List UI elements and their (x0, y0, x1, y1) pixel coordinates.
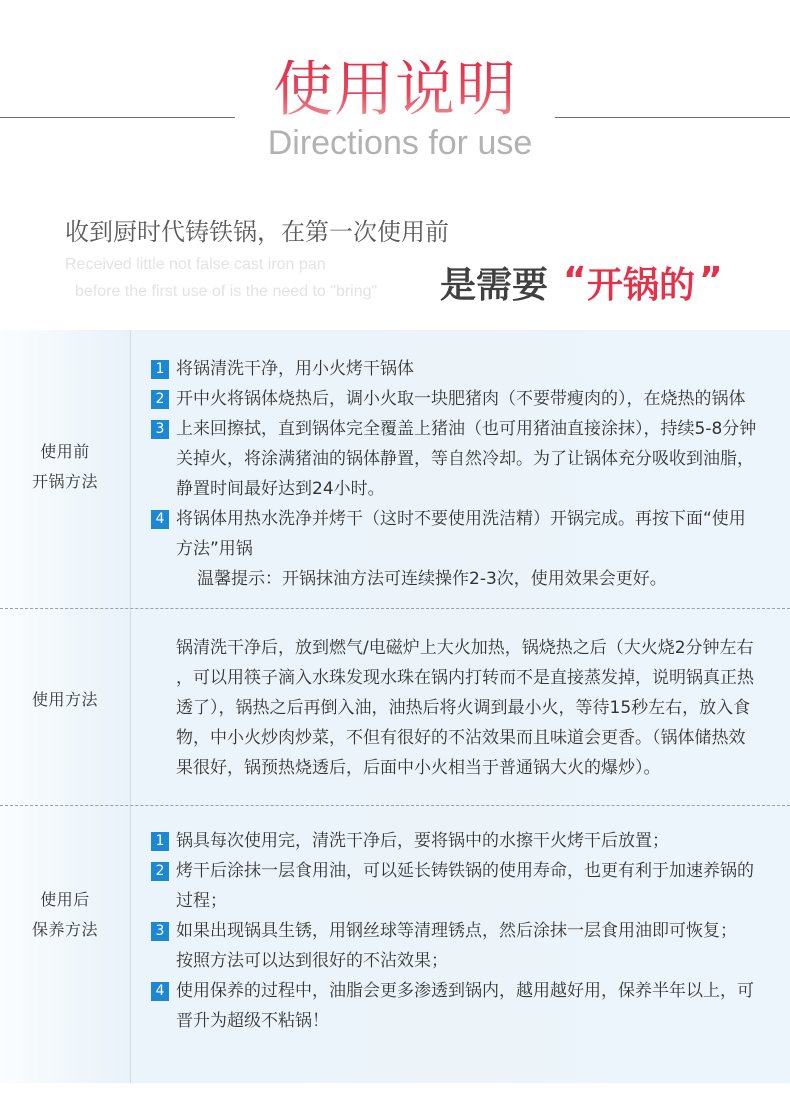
section-body (151, 633, 787, 783)
page-title: 使用说明 (0, 60, 790, 122)
section-body (151, 826, 787, 1036)
emphasis-highlight: 开锅的 (587, 265, 696, 306)
intro-english-line-2: before the first use of is the need to "bring" (75, 283, 378, 300)
step-continuation: 关掉火，将涂满猪油的锅体静置，等自然冷却。为了让锅体充分吸收到油脂， (176, 449, 754, 469)
step-row (151, 976, 787, 1006)
step-number-badge: 1 (151, 832, 169, 851)
page-subtitle: Directions for use (267, 124, 533, 162)
section-label (0, 885, 130, 945)
step-row (151, 354, 787, 384)
step-text: 将锅清洗干净，用小火烤干锅体 (176, 359, 414, 379)
step-number-badge: 1 (151, 360, 169, 379)
step-continuation: 按照方法可以达到很好的不沾效果； (176, 951, 448, 971)
instructions-table (0, 330, 790, 1083)
step-row (151, 414, 787, 444)
step-text: 将锅体用热水洗净并烤干（这时不要使用洗洁精）开锅完成。再按下面“使用 (176, 509, 746, 529)
section-usage (0, 608, 790, 805)
paragraph-line: 透了），锅热之后再倒入油，油热后将火调到最小火，等待15秒左右，放入食 (176, 698, 751, 718)
step-row (151, 826, 787, 856)
step-text: 使用保养的过程中，油脂会更多渗透到锅内，越用越好用，保养半年以上，可 (176, 981, 754, 1001)
section-label-line: 使用方法 (31, 690, 98, 709)
section-label (0, 437, 130, 497)
step-text: 上来回擦拭，直到锅体完全覆盖上猪油（也可用猪油直接涂抹），持续5-8分钟 (176, 419, 757, 439)
step-text: 锅具每次使用完，清洗干净后，要将锅中的水擦干火烤干后放置； (176, 831, 669, 851)
emphasis-close-quote: ” (699, 260, 723, 301)
section-label-line: 使用后 (40, 890, 90, 909)
step-text: 如果出现锅具生锈，用钢丝球等清理锈点，然后涂抹一层食用油即可恢复； (176, 921, 737, 941)
section-label-line: 开锅方法 (31, 472, 98, 491)
step-number-badge: 4 (151, 510, 169, 529)
section-label-line: 保养方法 (31, 920, 98, 939)
step-row (151, 856, 787, 886)
step-continuation: 方法”用锅 (176, 539, 253, 559)
tip-text: 温馨提示：开锅抹油方法可连续操作2-3次，使用效果会更好。 (197, 569, 667, 589)
section-before-use (0, 330, 790, 608)
step-row (151, 916, 787, 946)
step-number-badge: 3 (151, 420, 169, 439)
emphasis-prefix: 是需要 (440, 265, 549, 306)
intro-english-line-1: Received little not false cast iron pan (65, 256, 326, 273)
step-continuation: 过程； (176, 891, 227, 911)
paragraph-line: 物，中小火炒肉炒菜，不但有很好的不沾效果而且味道会更香。（锅体储热效 (176, 728, 746, 748)
intro-text: 收到厨时代铸铁锅，在第一次使用前 (65, 218, 449, 246)
paragraph-line: 锅清洗干净后，放到燃气/电磁炉上大火加热，锅烧热之后（大火烧2分钟左右 (176, 638, 754, 658)
step-number-badge: 3 (151, 922, 169, 941)
step-number-badge: 2 (151, 862, 169, 881)
paragraph-line: ，可以用筷子滴入水珠发现水珠在锅内打转而不是直接蒸发掉，说明锅真正热 (176, 668, 754, 688)
emphasis-open-quote: “ (563, 260, 587, 301)
section-label (0, 685, 130, 715)
section-after-use-care (0, 805, 790, 1083)
step-row (151, 384, 787, 414)
section-label-line: 使用前 (40, 442, 90, 461)
step-number-badge: 4 (151, 982, 169, 1001)
step-row (151, 504, 787, 534)
step-continuation: 晋升为超级不粘锅！ (176, 1011, 329, 1031)
step-continuation: 静置时间最好达到24小时。 (176, 479, 385, 499)
step-number-badge: 2 (151, 390, 169, 409)
step-text: 烤干后涂抹一层食用油，可以延长铸铁锅的使用寿命，也更有利于加速养锅的 (176, 861, 754, 881)
step-text: 开中火将锅体烧热后，调小火取一块肥猪肉（不要带瘦肉的），在烧热的锅体 (176, 389, 746, 409)
paragraph-line: 果很好，锅预热烧透后，后面中小火相当于普通锅大火的爆炒）。 (176, 758, 661, 778)
section-body (151, 354, 787, 594)
